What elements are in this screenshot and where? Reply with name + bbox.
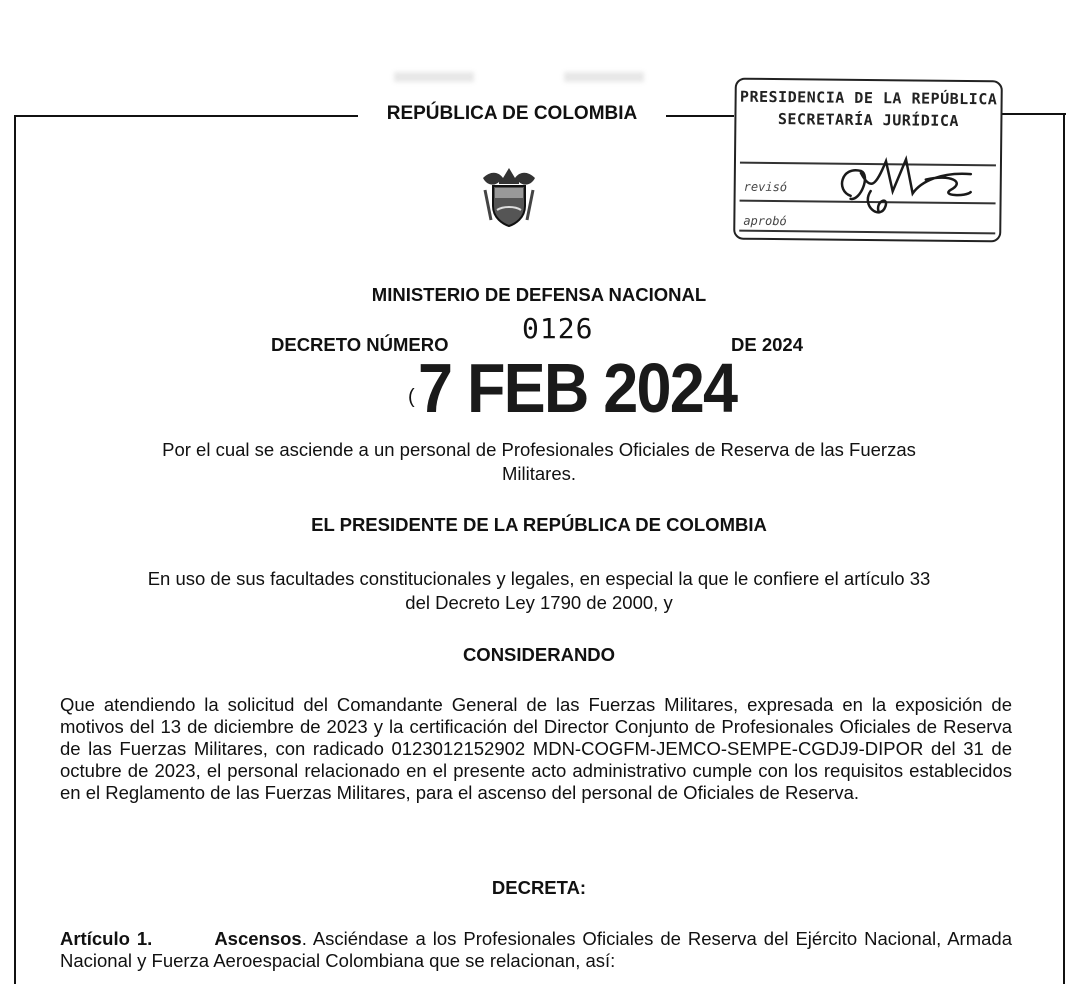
- powers-line-2: del Decreto Ley 1790 de 2000, y: [405, 592, 673, 613]
- stamp-field-reviewed: revisó: [743, 179, 788, 195]
- frame-right-rule: [1063, 113, 1065, 984]
- decree-year: DE 2024: [731, 334, 803, 355]
- date-open-paren: (: [408, 386, 415, 408]
- scan-smudge: [564, 72, 644, 82]
- subject-line-1: Por el cual se asciende a un personal de Profesionales Oficiales de Reserva de las Fuerzas: [162, 439, 916, 460]
- frame-top-mid-rule: [666, 115, 734, 117]
- date-stamp: 7 FEB 2024: [418, 349, 737, 427]
- decree-number: 0126: [522, 312, 594, 345]
- scan-smudge: [394, 72, 474, 82]
- article-1-title: Ascensos: [214, 928, 302, 949]
- ministry-heading: MINISTERIO DE DEFENSA NACIONAL: [371, 284, 707, 305]
- powers-line-1: En uso de sus facultades constitucionales y legales, en especial la que le confiere el artículo 33: [147, 568, 931, 589]
- country-header: REPÚBLICA DE COLOMBIA: [386, 103, 638, 124]
- coat-of-arms-icon: [477, 160, 541, 230]
- stamp-subtitle: SECRETARÍA JURÍDICA: [777, 110, 960, 130]
- decreta-heading: DECRETA:: [491, 877, 587, 898]
- article-1-paragraph: [60, 928, 1012, 972]
- president-heading: EL PRESIDENTE DE LA REPÚBLICA DE COLOMBIA: [311, 514, 767, 535]
- considerando-heading: CONSIDERANDO: [462, 644, 616, 665]
- frame-left-rule: [14, 115, 16, 984]
- stamp-title: PRESIDENCIA DE LA REPÚBLICA: [739, 87, 998, 109]
- stamp-field-approved: aprobó: [743, 213, 787, 229]
- article-1-label: Artículo 1.: [60, 928, 153, 949]
- article-1-text: . Asciéndase a los Profesionales Oficiales de Reserva del Ejército Nacional, Armada Nacional y Fuerza Aeroespacial Colombiana que se relacionan, así:: [60, 928, 1012, 971]
- considerando-paragraph: Que atendiendo la solicitud del Comandante General de las Fuerzas Militares, expresada en la exposición de motivos del 13 de diciembre de 2023 y la certificación del Director Conjunto de Profesionales Oficiales de Reserva de las Fuerzas Militares, con radicado 0123012152902 MDN-COGFM-JEMCO-SEMPE-CGDJ9-DIPOR del 31 de octubre de 2023, el personal relacionado en el presente acto administrativo cumple con los requisitos establecidos en el Reglamento de las Fuerzas Militares, para el ascenso del personal de Oficiales de Reserva.: [60, 694, 1012, 803]
- approval-stamp: [733, 78, 1003, 243]
- frame-top-left-rule: [14, 115, 358, 117]
- signature-icon: [830, 151, 981, 233]
- frame-top-right-rule: [1002, 113, 1066, 115]
- subject-line-2: Militares.: [501, 463, 576, 484]
- decree-label: DECRETO NÚMERO: [271, 334, 449, 355]
